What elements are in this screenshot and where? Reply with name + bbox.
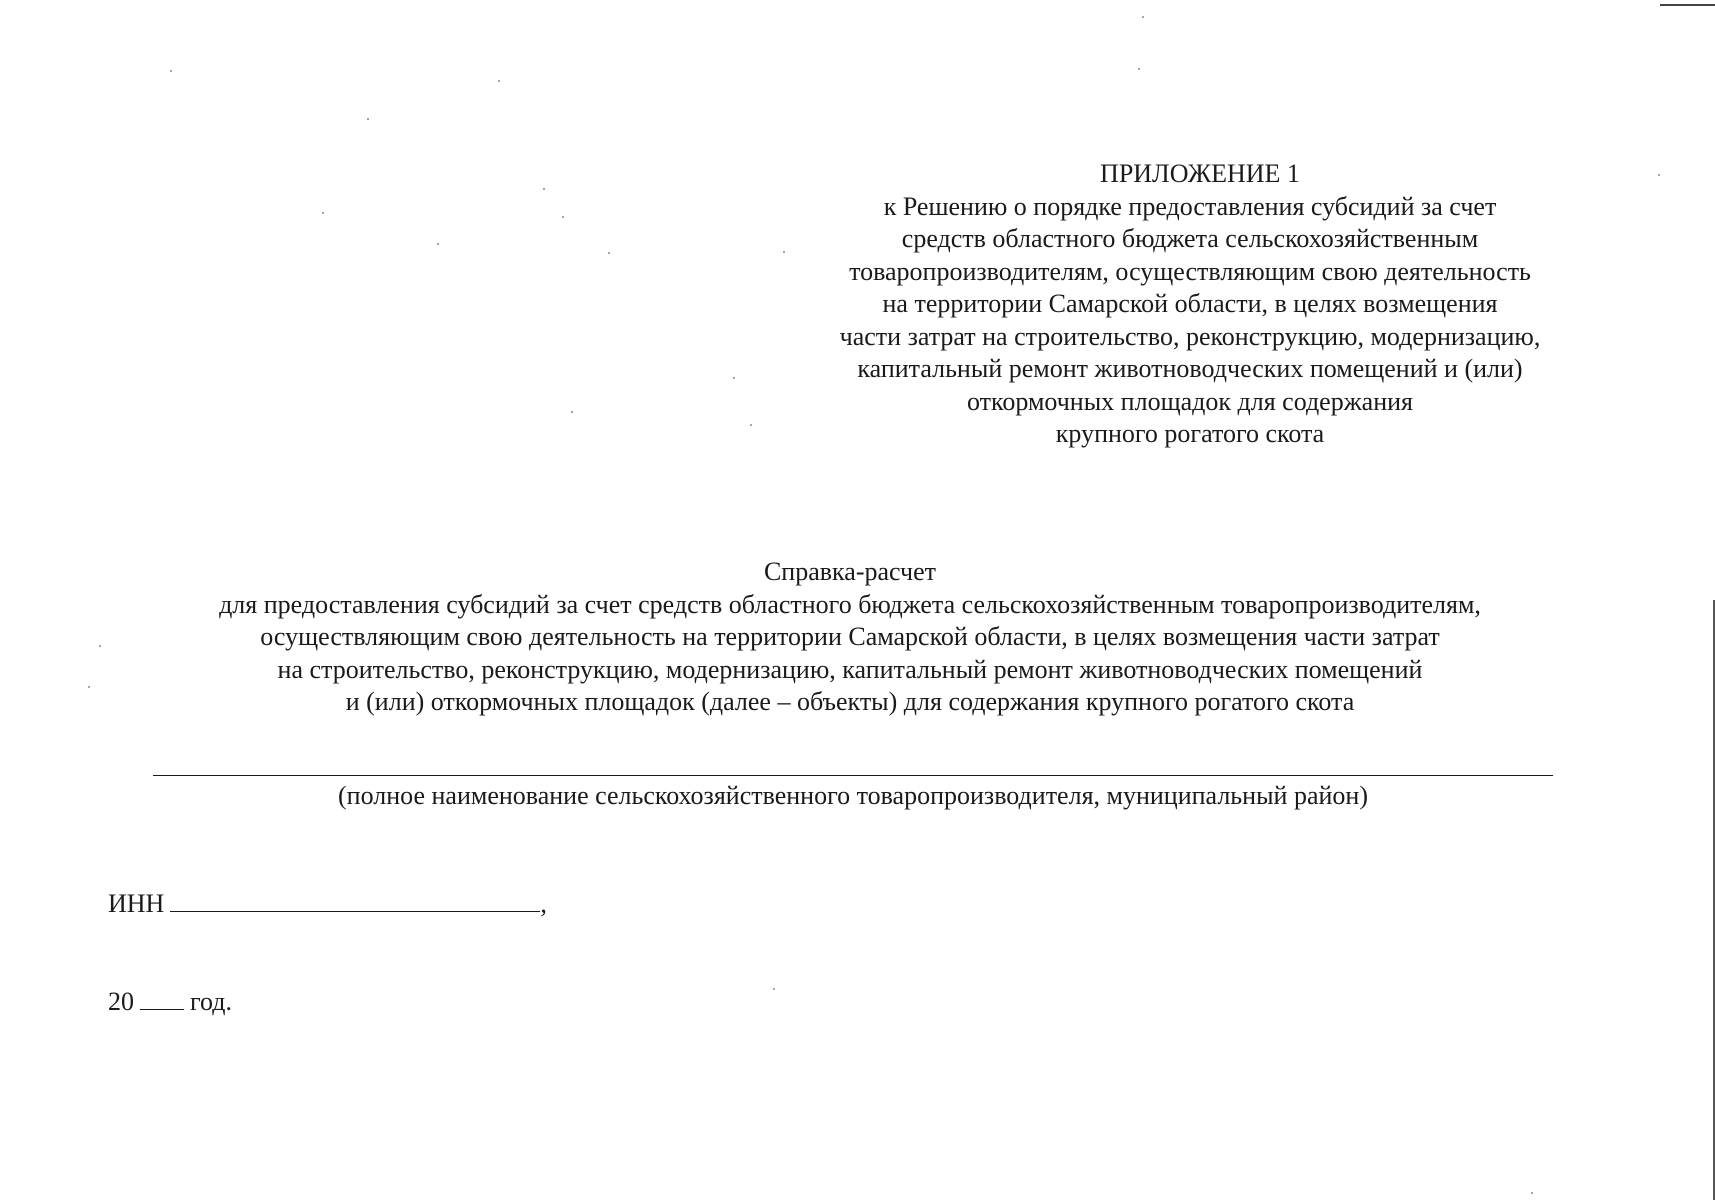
- inn-line: [108, 887, 547, 919]
- document-subtitle-line: для предоставления субсидий за счет средств областного бюджета сельскохозяйственным товаропроизводителям,: [219, 589, 1481, 619]
- appendix-line: крупного рогатого скота: [1055, 419, 1325, 448]
- inn-suffix: ,: [540, 889, 547, 918]
- inn-field[interactable]: [170, 887, 540, 912]
- scan-speck: [543, 188, 545, 190]
- scan-speck: [498, 80, 500, 82]
- scan-speck: [1138, 68, 1140, 70]
- appendix-line: откормочных площадок для содержания: [967, 386, 1413, 416]
- scan-speck: [99, 645, 101, 647]
- scan-speck: [733, 377, 735, 379]
- producer-name-field[interactable]: [153, 775, 1553, 776]
- appendix-title: ПРИЛОЖЕНИЕ 1: [1100, 159, 1300, 188]
- scan-speck: [1531, 1192, 1533, 1194]
- scan-edge: [1660, 4, 1715, 6]
- appendix-header: [780, 158, 1600, 451]
- document-subtitle-line: осуществляющим свою деятельность на территории Самарской области, в целях возмещения части затрат: [260, 622, 1440, 651]
- appendix-line: средств областного бюджета сельскохозяйственным: [901, 224, 1479, 253]
- document-subtitle-line: на строительство, реконструкцию, модернизацию, капитальный ремонт животноводческих помещений: [277, 654, 1423, 684]
- year-line: [108, 985, 232, 1017]
- appendix-line: к Решению о порядке предоставления субсидий за счет: [883, 191, 1497, 221]
- scan-speck: [367, 118, 369, 120]
- scan-speck: [1142, 16, 1144, 18]
- scan-speck: [608, 252, 610, 254]
- document-subtitle-line: и (или) откормочных площадок (далее – объекты) для содержания крупного рогатого скота: [345, 687, 1355, 716]
- appendix-line: на территории Самарской области, в целях возмещения: [882, 289, 1498, 318]
- year-prefix: 20: [108, 987, 134, 1016]
- inn-label: ИНН: [108, 889, 165, 918]
- producer-name-caption: (полное наименование сельскохозяйственного товаропроизводителя, муниципальный район): [338, 781, 1368, 810]
- scan-speck: [437, 243, 439, 245]
- scan-speck: [562, 216, 564, 218]
- document-title: Справка-расчет: [763, 557, 937, 586]
- appendix-line: части затрат на строительство, реконструкцию, модернизацию,: [839, 321, 1541, 351]
- scan-speck: [783, 251, 785, 253]
- scan-speck: [773, 988, 775, 990]
- scan-speck: [750, 424, 752, 426]
- document-title-block: [60, 556, 1640, 719]
- appendix-line: капитальный ремонт животноводческих помещений и (или): [857, 354, 1523, 383]
- scan-speck: [1658, 174, 1660, 176]
- scan-speck: [88, 686, 90, 688]
- scan-speck: [170, 70, 172, 72]
- scan-speck: [571, 411, 573, 413]
- scan-speck: [322, 212, 324, 214]
- year-field[interactable]: [140, 985, 184, 1010]
- appendix-line: товаропроизводителям, осуществляющим свою деятельность: [849, 256, 1531, 286]
- year-suffix: год.: [190, 987, 232, 1016]
